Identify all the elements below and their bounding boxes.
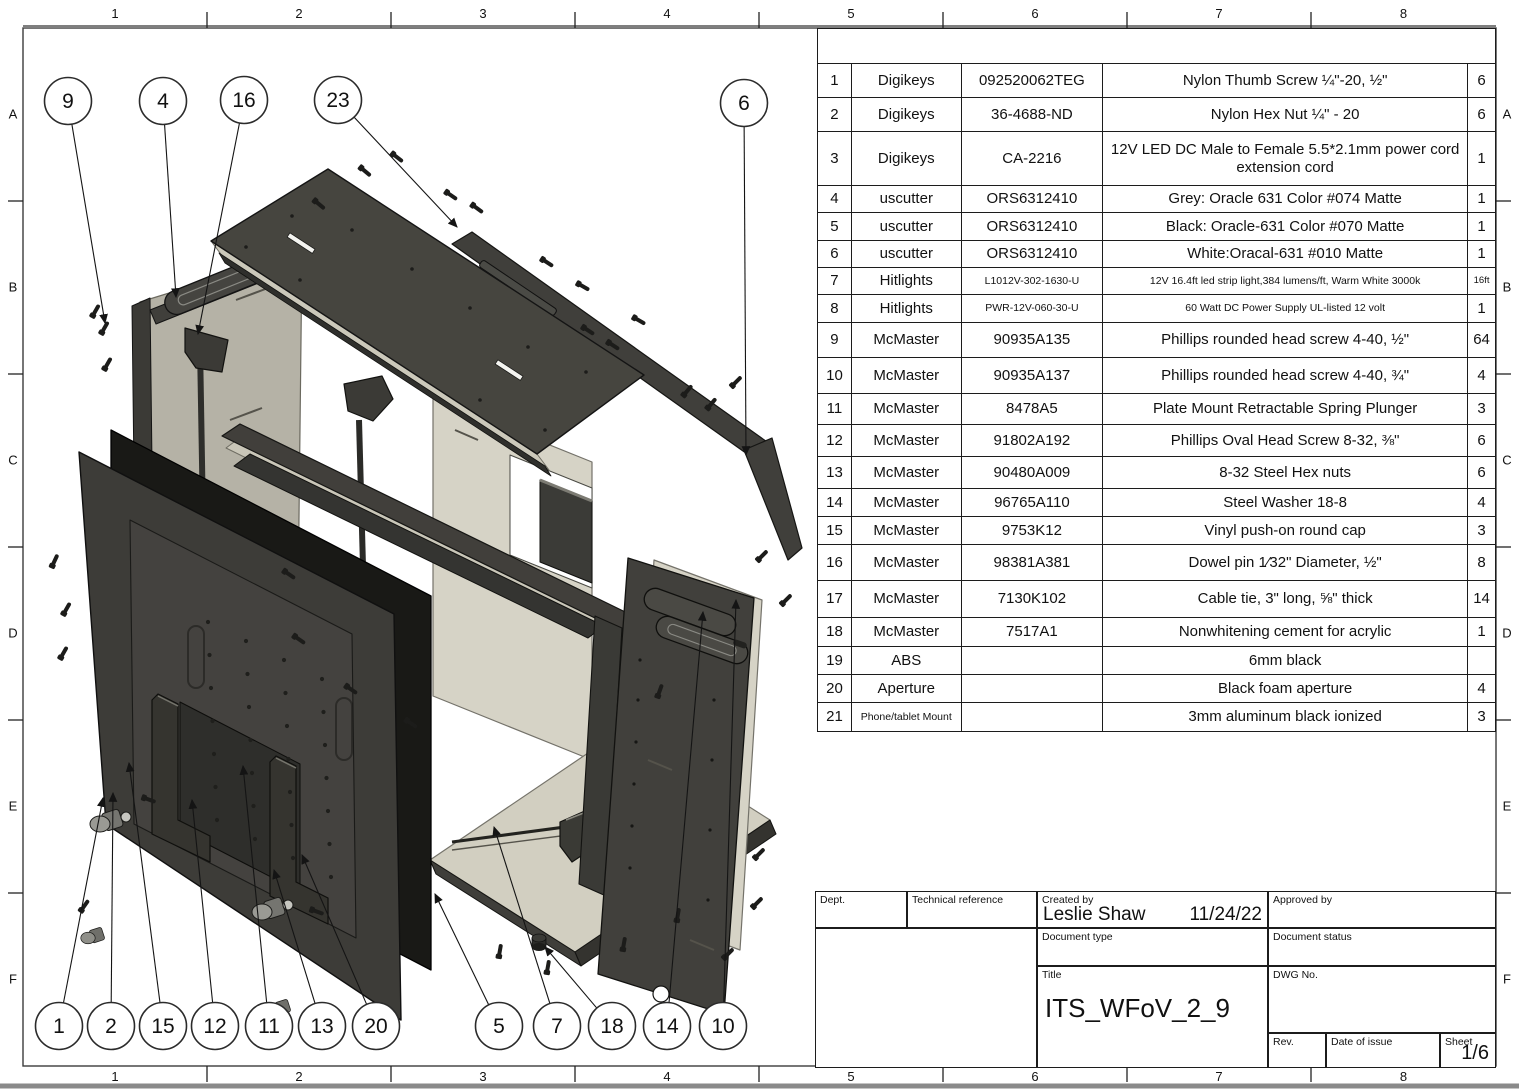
- bom-description: Plate Mount Retractable Spring Plunger: [1103, 394, 1468, 425]
- bom-supplier: McMaster: [852, 545, 962, 581]
- titleblock-title: [1037, 966, 1268, 1068]
- bom-supplier: Digikeys: [852, 64, 962, 98]
- bom-description: Cable tie, 3" long, ⅝" thick: [1103, 581, 1468, 618]
- bom-row-3: [818, 132, 1495, 186]
- front-mount-panel: [79, 452, 401, 1020]
- balloon-number: 7: [551, 1015, 563, 1038]
- bom-description: Phillips Oval Head Screw 8-32, ⅜": [1103, 425, 1468, 457]
- bom-supplier: uscutter: [852, 186, 962, 213]
- bom-item-number: 3: [818, 132, 852, 186]
- screw-icon: [77, 898, 91, 914]
- screw-icon: [543, 960, 552, 976]
- bom-description: Black foam aperture: [1103, 675, 1468, 703]
- bom-part-number: [962, 703, 1104, 731]
- bom-quantity: 6: [1468, 64, 1495, 98]
- balloon-9: [45, 78, 106, 324]
- zone-col-label-bottom: 3: [479, 1069, 487, 1084]
- bom-description: 12V 16.4ft led strip light,384 lumens/ft, Warm White 3000k: [1103, 268, 1468, 295]
- titleblock-sheet: [1440, 1033, 1496, 1068]
- bom-part-number: 96765A110: [962, 489, 1104, 517]
- bom-quantity: 6: [1468, 98, 1495, 132]
- zone-row-label-left: E: [8, 798, 18, 814]
- bom-row-10: [818, 358, 1495, 394]
- bom-item-number: 18: [818, 618, 852, 647]
- bom-description: 6mm black: [1103, 647, 1468, 675]
- bom-item-number: 17: [818, 581, 852, 618]
- screw-icon: [631, 314, 647, 327]
- zone-col-label-top: 1: [111, 6, 119, 21]
- zone-row-label-right: D: [1502, 625, 1512, 641]
- bom-row-19: [818, 647, 1495, 675]
- document-status-label: Document status: [1273, 931, 1352, 943]
- bom-supplier: Aperture: [852, 675, 962, 703]
- bom-part-number: 36-4688-ND: [962, 98, 1104, 132]
- bom-description: White:Oracal-631 #010 Matte: [1103, 241, 1468, 268]
- bom-quantity: 1: [1468, 295, 1495, 323]
- bom-row-6: [818, 241, 1495, 268]
- screw-icon: [778, 592, 793, 607]
- balloon-number: 16: [232, 89, 256, 112]
- bom-description: Phillips rounded head screw 4-40, ¾": [1103, 358, 1468, 394]
- bom-item-number: 1: [818, 64, 852, 98]
- zone-row-label-right: F: [1503, 971, 1511, 987]
- bom-supplier: McMaster: [852, 581, 962, 618]
- bom-part-number: ORS6312410: [962, 213, 1104, 241]
- bom-header-empty: [818, 29, 1495, 64]
- titleblock-empty-cell: [815, 928, 1037, 1068]
- bom-supplier: McMaster: [852, 425, 962, 457]
- zone-col-label-top: 2: [295, 6, 303, 21]
- titleblock-created-by: [1037, 891, 1268, 928]
- balloon-number: 20: [364, 1015, 388, 1038]
- bom-supplier: McMaster: [852, 618, 962, 647]
- screw-icon: [101, 356, 114, 372]
- bom-description: Steel Washer 18-8: [1103, 489, 1468, 517]
- bom-row-18: [818, 618, 1495, 647]
- bom-supplier: McMaster: [852, 457, 962, 489]
- bom-item-number: 15: [818, 517, 852, 545]
- balloon-number: 11: [258, 1015, 280, 1038]
- balloon-number: 1: [53, 1015, 65, 1038]
- screw-icon: [48, 553, 60, 569]
- title-label: Title: [1042, 969, 1062, 981]
- bom-description: Vinyl push-on round cap: [1103, 517, 1468, 545]
- bom-supplier: Digikeys: [852, 98, 962, 132]
- bom-part-number: PWR-12V-060-30-U: [962, 295, 1104, 323]
- zone-col-label-top: 7: [1215, 6, 1223, 21]
- bom-quantity: 16ft: [1468, 268, 1495, 295]
- bom-part-number: ORS6312410: [962, 186, 1104, 213]
- bom-description: Black: Oracle-631 Color #070 Matte: [1103, 213, 1468, 241]
- bom-quantity: 6: [1468, 425, 1495, 457]
- bom-item-number: 20: [818, 675, 852, 703]
- bom-quantity: 1: [1468, 618, 1495, 647]
- titleblock-date-of-issue: [1326, 1033, 1440, 1068]
- bom-quantity: 3: [1468, 394, 1495, 425]
- bom-part-number: 092520062TEG: [962, 64, 1104, 98]
- balloon-number: 13: [310, 1015, 334, 1038]
- bom-supplier: uscutter: [852, 241, 962, 268]
- screw-icon: [754, 548, 769, 563]
- bom-row-2: [818, 98, 1495, 132]
- screw-icon: [728, 374, 743, 389]
- bom-quantity: 3: [1468, 517, 1495, 545]
- dwg-no-label: DWG No.: [1273, 969, 1318, 981]
- balloon-number: 4: [157, 90, 169, 113]
- balloon-number: 15: [151, 1015, 175, 1038]
- bom-part-number: 7130K102: [962, 581, 1104, 618]
- bom-row-11: [818, 394, 1495, 425]
- bom-quantity: 4: [1468, 489, 1495, 517]
- titleblock-rev: [1268, 1033, 1326, 1068]
- bom-description: 60 Watt DC Power Supply UL-listed 12 volt: [1103, 295, 1468, 323]
- bom-quantity: 64: [1468, 323, 1495, 358]
- zone-row-label-left: C: [8, 452, 18, 468]
- bom-supplier: Digikeys: [852, 132, 962, 186]
- bom-supplier: McMaster: [852, 517, 962, 545]
- bom-quantity: 1: [1468, 186, 1495, 213]
- bom-part-number: 98381A381: [962, 545, 1104, 581]
- bom-description: 8-32 Steel Hex nuts: [1103, 457, 1468, 489]
- screw-icon: [60, 601, 73, 617]
- titleblock-dept: [815, 891, 907, 928]
- zone-row-label-left: A: [8, 106, 18, 122]
- bom-supplier: Hitlights: [852, 268, 962, 295]
- bom-part-number: 90935A135: [962, 323, 1104, 358]
- bom-quantity: 14: [1468, 581, 1495, 618]
- screw-icon: [57, 645, 70, 661]
- bom-item-number: 10: [818, 358, 852, 394]
- titleblock-approved-by: [1268, 891, 1496, 928]
- balloon-number: 5: [493, 1015, 505, 1038]
- bom-item-number: 6: [818, 241, 852, 268]
- bom-row-5: [818, 213, 1495, 241]
- bom-item-number: 13: [818, 457, 852, 489]
- bom-row-20: [818, 675, 1495, 703]
- zone-col-label-bottom: 1: [111, 1069, 119, 1084]
- bom-quantity: 4: [1468, 358, 1495, 394]
- bom-row-16: [818, 545, 1495, 581]
- bom-quantity: 4: [1468, 675, 1495, 703]
- zone-row-label-right: C: [1502, 452, 1512, 468]
- bom-description: Nonwhitening cement for acrylic: [1103, 618, 1468, 647]
- bom-supplier: ABS: [852, 647, 962, 675]
- bom-part-number: 91802A192: [962, 425, 1104, 457]
- bom-item-number: 14: [818, 489, 852, 517]
- bom-description: Phillips rounded head screw 4-40, ½": [1103, 323, 1468, 358]
- bom-item-number: 4: [818, 186, 852, 213]
- bom-part-number: CA-2216: [962, 132, 1104, 186]
- balloon-number: 14: [655, 1015, 679, 1038]
- balloon-6: [721, 80, 768, 456]
- bom-description: Nylon Thumb Screw ¼"-20, ½": [1103, 64, 1468, 98]
- rev-label: Rev.: [1273, 1036, 1294, 1048]
- balloon-number: 10: [711, 1015, 735, 1038]
- bom-row-9: [818, 323, 1495, 358]
- bom-item-number: 12: [818, 425, 852, 457]
- dept-label: Dept.: [820, 894, 846, 906]
- date-of-issue-label: Date of issue: [1331, 1036, 1393, 1048]
- bom-row-8: [818, 295, 1495, 323]
- screw-icon: [749, 895, 764, 910]
- bom-description: Dowel pin 1⁄32" Diameter, ½": [1103, 545, 1468, 581]
- zone-col-label-bottom: 6: [1031, 1069, 1039, 1084]
- bom-quantity: 3: [1477, 708, 1486, 726]
- sheet-label: Sheet: [1445, 1036, 1473, 1048]
- screw-icon: [98, 320, 111, 336]
- titleblock-technical-reference: [907, 891, 1037, 928]
- titleblock-dwg-no: [1268, 966, 1496, 1033]
- balloon-number: 23: [326, 89, 350, 112]
- bom-part-number: 90935A137: [962, 358, 1104, 394]
- zone-col-label-top: 5: [847, 6, 855, 21]
- zone-col-label-bottom: 2: [295, 1069, 303, 1084]
- screw-icon: [469, 201, 485, 215]
- created-by-value: Leslie Shaw: [1043, 904, 1146, 925]
- bom-supplier: McMaster: [852, 394, 962, 425]
- bom-quantity: 6: [1468, 457, 1495, 489]
- zone-col-label-bottom: 5: [847, 1069, 855, 1084]
- zone-row-label-left: D: [8, 625, 18, 641]
- bom-quantity: 1: [1468, 213, 1495, 241]
- screw-icon: [357, 164, 373, 179]
- zone-row-label-left: F: [9, 971, 17, 987]
- bom-item-number: 7: [818, 268, 852, 295]
- zone-col-label-top: 3: [479, 6, 487, 21]
- bom-supplier: uscutter: [852, 213, 962, 241]
- zone-col-label-bottom: 4: [663, 1069, 671, 1084]
- bom-part-number: [962, 675, 1104, 703]
- bom-row-12: [818, 425, 1495, 457]
- bom-item-number: 2: [818, 98, 852, 132]
- bom-description: Nylon Hex Nut ¼" - 20: [1103, 98, 1468, 132]
- bom-row-1: [818, 64, 1495, 98]
- titleblock-document-status: [1268, 928, 1496, 966]
- balloon-4: [140, 78, 187, 298]
- bom-item-number: 8: [818, 295, 852, 323]
- bom-part-number: 90480A009: [962, 457, 1104, 489]
- bom-row-7: [818, 268, 1495, 295]
- balloon-number: 6: [738, 92, 750, 115]
- screw-icon: [495, 944, 504, 960]
- bom-description: 3mm aluminum black ionized: [1103, 703, 1468, 731]
- bom-row-21: [818, 703, 1495, 731]
- zone-col-label-top: 4: [663, 6, 671, 21]
- created-by-label: Created by: [1042, 894, 1094, 906]
- bom-supplier: McMaster: [852, 489, 962, 517]
- bom-row-13: [818, 457, 1495, 489]
- bom-item-number: 19: [818, 647, 852, 675]
- document-type-label: Document type: [1042, 931, 1113, 943]
- bom-supplier: McMaster: [852, 358, 962, 394]
- screw-icon: [539, 255, 555, 269]
- bom-part-number: 8478A5: [962, 394, 1104, 425]
- bom-quantity: 1: [1468, 132, 1495, 186]
- bom-row-14: [818, 489, 1495, 517]
- bom-row-15: [818, 517, 1495, 545]
- bom-item-number: 16: [818, 545, 852, 581]
- screw-icon: [575, 280, 591, 293]
- balloon-number: 18: [600, 1015, 624, 1038]
- bom-row-4: [818, 186, 1495, 213]
- bom-quantity: 8: [1468, 545, 1495, 581]
- bom-item-number: 5: [818, 213, 852, 241]
- bom-quantity: 1: [1468, 241, 1495, 268]
- zone-col-label-top: 6: [1031, 6, 1039, 21]
- bom-part-number: L1012V-302-1630-U: [962, 268, 1104, 295]
- bom-table: [817, 28, 1496, 732]
- bom-quantity: [1468, 647, 1495, 675]
- created-date-value: 11/24/22: [1189, 904, 1262, 925]
- technical-reference-label: Technical reference: [912, 894, 1004, 906]
- bom-supplier: Hitlights: [852, 295, 962, 323]
- bom-item-number: 9: [818, 323, 852, 358]
- approved-by-label: Approved by: [1273, 894, 1332, 906]
- titleblock-document-type: [1037, 928, 1268, 966]
- bom-supplier: Phone/tablet Mount: [852, 703, 962, 731]
- drawing-title: ITS_WFoV_2_9: [1045, 993, 1230, 1023]
- balloon-number: 9: [62, 90, 74, 113]
- bom-part-number: [962, 647, 1104, 675]
- zone-row-label-right: B: [1502, 279, 1512, 295]
- bom-description: Grey: Oracle 631 Color #074 Matte: [1103, 186, 1468, 213]
- bom-row-17: [818, 581, 1495, 618]
- bom-item-number: 21: [818, 703, 852, 731]
- balloon-number: 2: [105, 1015, 117, 1038]
- bom-supplier: McMaster: [852, 323, 962, 358]
- zone-col-label-bottom: 8: [1399, 1069, 1408, 1084]
- balloon-number: 12: [203, 1015, 227, 1038]
- zone-col-label-bottom: 7: [1215, 1069, 1223, 1084]
- zone-row-label-right: E: [1502, 798, 1512, 814]
- bom-item-number: 11: [818, 394, 852, 425]
- bom-description: 12V LED DC Male to Female 5.5*2.1mm power cord extension cord: [1103, 132, 1468, 186]
- bom-part-number: ORS6312410: [962, 241, 1104, 268]
- screw-icon: [89, 303, 102, 319]
- zone-col-label-top: 8: [1399, 6, 1408, 21]
- zone-row-label-right: A: [1502, 106, 1512, 122]
- vinyl-cap: [532, 934, 546, 951]
- screw-icon: [443, 188, 459, 202]
- sheet-value: 1/6: [1461, 1042, 1489, 1064]
- bom-part-number: 9753K12: [962, 517, 1104, 545]
- bom-part-number: 7517A1: [962, 618, 1104, 647]
- zone-row-label-left: B: [8, 279, 18, 295]
